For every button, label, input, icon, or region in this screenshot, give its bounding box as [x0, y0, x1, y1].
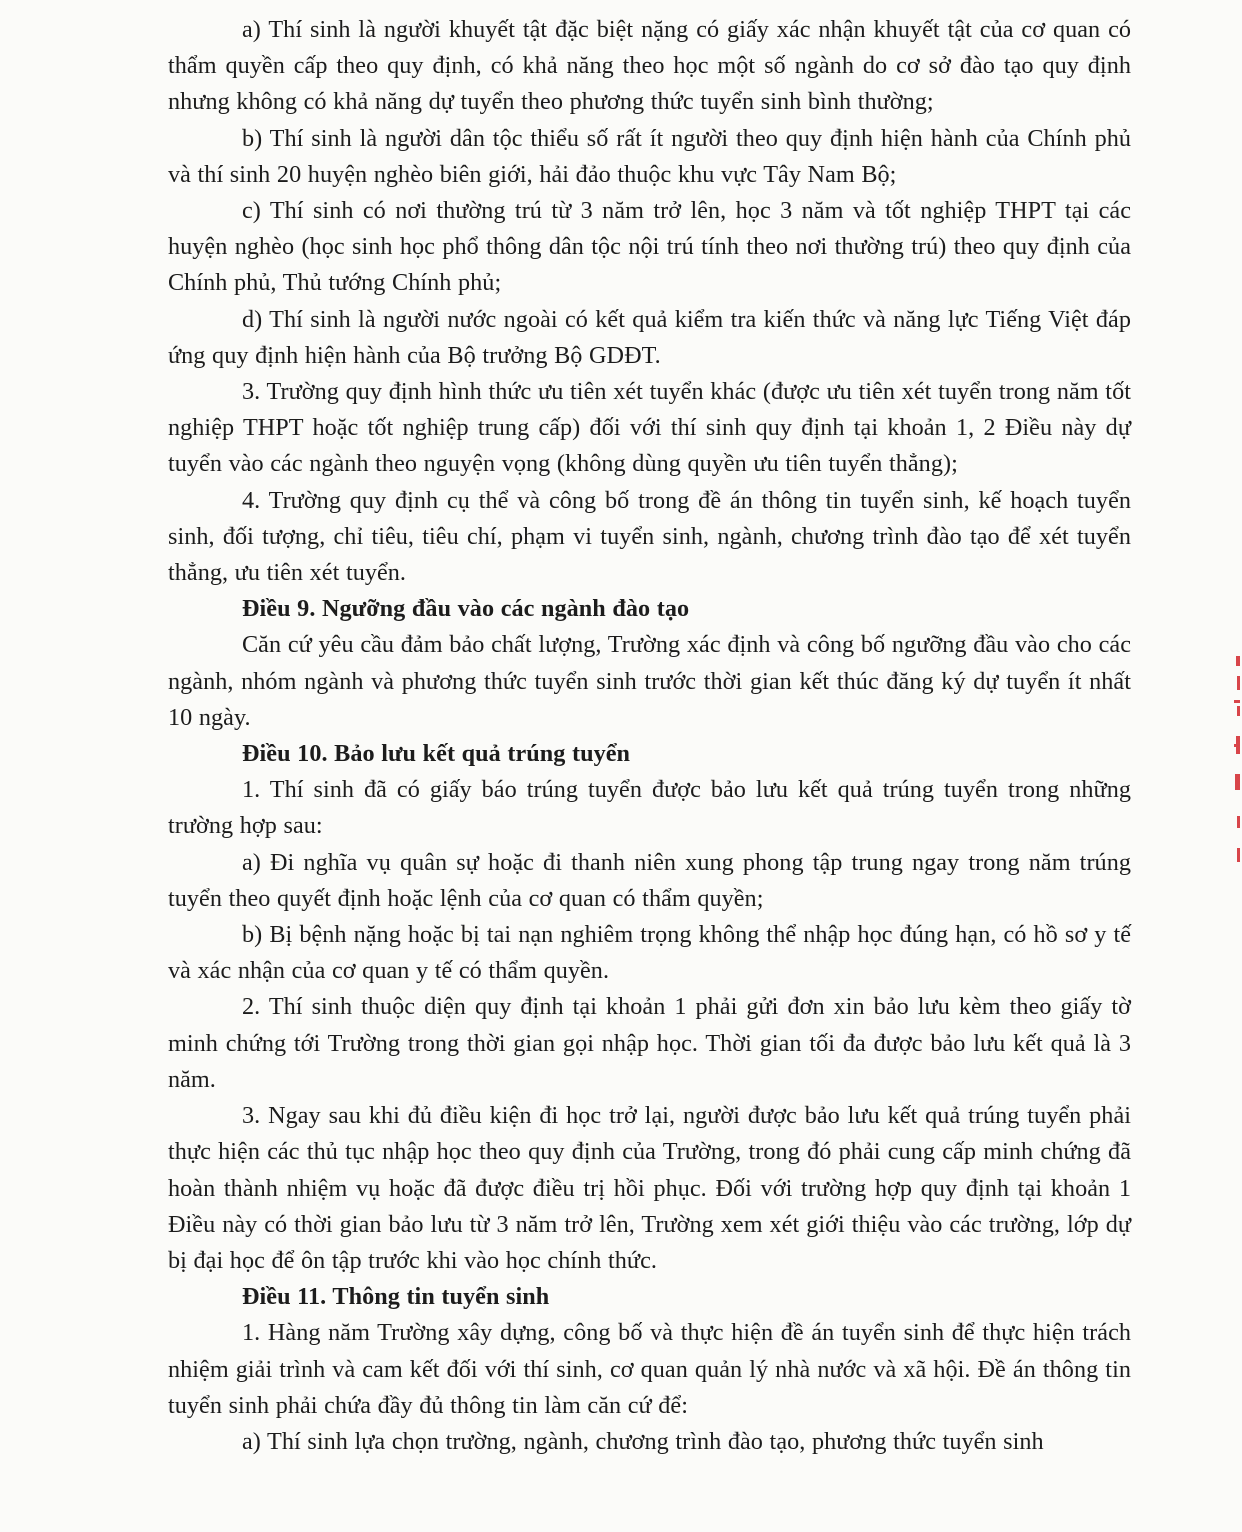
heading-article-11: Điều 11. Thông tin tuyển sinh [242, 1283, 550, 1311]
paragraph-1d: d) Thí sinh là người nước ngoài có kết quả kiểm tra kiến thức và năng lực Tiếng Việt đáp ứng quy định hiện hành của Bộ trưởng Bộ GDĐT. [168, 305, 1131, 369]
red-stamp-edge-marks [1228, 640, 1242, 880]
paragraph-article-9-body: Căn cứ yêu cầu đảm bảo chất lượng, Trường xác định và công bố ngưỡng đầu vào cho các ngành, nhóm ngành và phương thức tuyển sinh trước thời gian kết thúc đăng ký dự tuyển ít nhất 10 ngày. [168, 631, 1131, 731]
heading-article-10: Điều 10. Bảo lưu kết quả trúng tuyển [242, 740, 631, 768]
paragraph-clause-4: 4. Trường quy định cụ thể và công bố trong đề án thông tin tuyển sinh, kế hoạch tuyển sinh, đối tượng, chỉ tiêu, tiêu chí, phạm vi tuyển sinh, ngành, chương trình đào tạo để xét tuyển thẳng, ưu tiên xét tuyển. [168, 486, 1131, 587]
paragraph-article-10-clause-1: 1. Thí sinh đã có giấy báo trúng tuyển được bảo lưu kết quả trúng tuyển trong những trường hợp sau: [168, 776, 1131, 840]
paragraph-1b: b) Thí sinh là người dân tộc thiểu số rất ít người theo quy định hiện hành của Chính phủ và thí sinh 20 huyện nghèo biên giới, hải đảo thuộc khu vực Tây Nam Bộ; [168, 124, 1131, 188]
paragraph-article-11-1a: a) Thí sinh lựa chọn trường, ngành, chương trình đào tạo, phương thức tuyển sinh [242, 1427, 1044, 1455]
heading-article-9: Điều 9. Ngưỡng đầu vào các ngành đào tạo [242, 595, 690, 623]
paragraph-article-10-clause-3: 3. Ngay sau khi đủ điều kiện đi học trở lại, người được bảo lưu kết quả trúng tuyển phải thực hiện các thủ tục nhập học theo quy định của Trường, trong đó phải cung cấp minh chứng đã hoàn thành nhiệm vụ hoặc đã được điều trị hồi phục. Đối với trường hợp quy định tại khoản 1 Điều này có thời gian bảo lưu từ 3 năm trở lên, Trường xem xét giới thiệu vào các trường, lớp dự bị đại học để ôn tập trước khi vào học chính thức. [168, 1102, 1131, 1274]
paragraph-article-10-1a: a) Đi nghĩa vụ quân sự hoặc đi thanh niên xung phong tập trung ngay trong năm trúng tuyển theo quyết định hoặc lệnh của cơ quan có thẩm quyền; [168, 848, 1131, 912]
paragraph-article-11-clause-1: 1. Hàng năm Trường xây dựng, công bố và thực hiện đề án tuyển sinh để thực hiện trách nhiệm giải trình và cam kết đối với thí sinh, cơ quan quản lý nhà nước và xã hội. Đề án thông tin tuyển sinh phải chứa đầy đủ thông tin làm căn cứ để: [168, 1319, 1131, 1419]
document-page [168, 12, 1131, 1460]
paragraph-article-10-1b: b) Bị bệnh nặng hoặc bị tai nạn nghiêm trọng không thể nhập học đúng hạn, có hồ sơ y tế và xác nhận của cơ quan y tế có thẩm quyền. [168, 921, 1131, 985]
paragraph-1c: c) Thí sinh có nơi thường trú từ 3 năm trở lên, học 3 năm và tốt nghiệp THPT tại các huyện nghèo (học sinh học phổ thông dân tộc nội trú tính theo nơi thường trú) theo quy định của Chính phủ, Thủ tướng Chính phủ; [168, 197, 1131, 297]
paragraph-1a: a) Thí sinh là người khuyết tật đặc biệt nặng có giấy xác nhận khuyết tật của cơ quan có thẩm quyền cấp theo quy định, có khả năng theo học một số ngành do cơ sở đào tạo quy định nhưng không có khả năng dự tuyển theo phương thức tuyển sinh bình thường; [168, 16, 1131, 116]
paragraph-clause-3: 3. Trường quy định hình thức ưu tiên xét tuyển khác (được ưu tiên xét tuyển trong năm tốt nghiệp THPT hoặc tốt nghiệp trung cấp) đối với thí sinh quy định tại khoản 1, 2 Điều này dự tuyển vào các ngành theo nguyện vọng (không dùng quyền ưu tiên tuyển thẳng); [168, 378, 1131, 478]
paragraph-article-10-clause-2: 2. Thí sinh thuộc diện quy định tại khoản 1 phải gửi đơn xin bảo lưu kèm theo giấy tờ minh chứng tới Trường trong thời gian gọi nhập học. Thời gian tối đa được bảo lưu kết quả là 3 năm. [168, 993, 1131, 1093]
